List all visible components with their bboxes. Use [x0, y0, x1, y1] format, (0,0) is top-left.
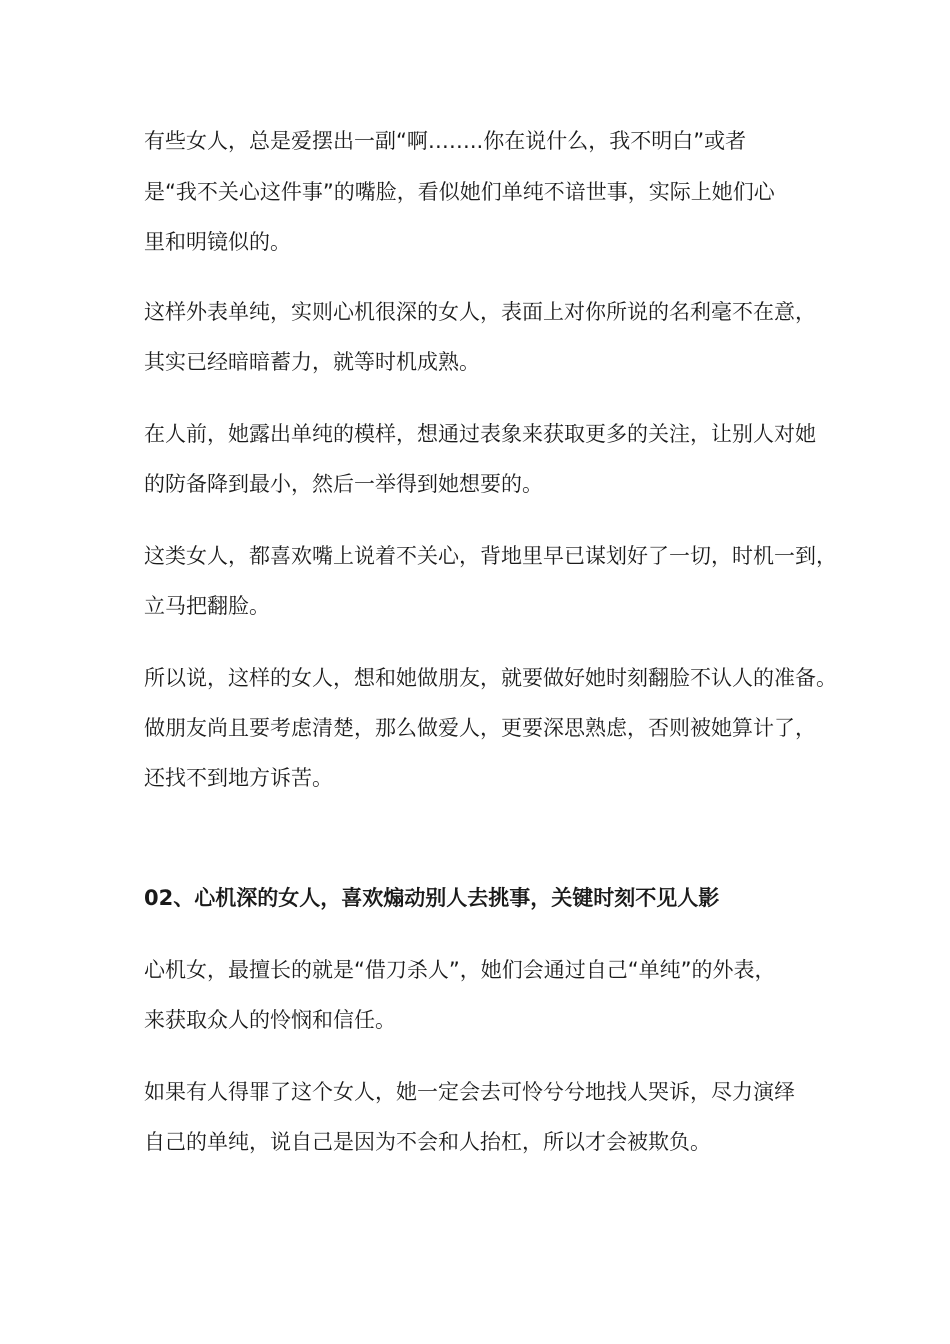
paragraph-3-line-2: 的防备降到最小，然后一举得到她想要的。 — [144, 472, 543, 496]
paragraph-5-line-3: 还找不到地方诉苦。 — [144, 766, 333, 790]
paragraph-4-line-2: 立马把翻脸。 — [144, 594, 270, 618]
paragraph-3-line-1: 在人前，她露出单纯的模样，想通过表象来获取更多的关注，让别人对她 — [144, 422, 816, 446]
paragraph-7-line-1: 如果有人得罪了这个女人，她一定会去可怜兮兮地找人哭诉，尽力演绎 — [144, 1080, 795, 1104]
paragraph-1-line-2: 是“我不关心这件事”的嘴脸，看似她们单纯不谙世事，实际上她们心 — [144, 180, 775, 204]
paragraph-1-line-1: 有些女人，总是爱摆出一副“啊……..你在说什么，我不明白”或者 — [144, 129, 747, 153]
paragraph-6-line-2: 来获取众人的怜悯和信任。 — [144, 1008, 396, 1032]
section-heading: 02、心机深的女人，喜欢煽动别人去挑事，关键时刻不见人影 — [144, 886, 720, 910]
paragraph-6-line-1: 心机女，最擅长的就是“借刀杀人”，她们会通过自己“单纯”的外表， — [144, 958, 776, 982]
paragraph-4-line-1: 这类女人，都喜欢嘴上说着不关心，背地里早已谋划好了一切，时机一到， — [144, 544, 837, 568]
paragraph-5-line-2: 做朋友尚且要考虑清楚，那么做爱人，更要深思熟虑，否则被她算计了， — [144, 716, 816, 740]
paragraph-1-line-3: 里和明镜似的。 — [144, 230, 291, 254]
paragraph-5-line-1: 所以说，这样的女人，想和她做朋友，就要做好她时刻翻脸不认人的准备。 — [144, 666, 837, 690]
paragraph-7-line-2: 自己的单纯，说自己是因为不会和人抬杠，所以才会被欺负。 — [144, 1130, 711, 1154]
paragraph-2-line-1: 这样外表单纯，实则心机很深的女人，表面上对你所说的名利毫不在意， — [144, 300, 816, 324]
paragraph-2-line-2: 其实已经暗暗蓄力，就等时机成熟。 — [144, 350, 480, 374]
